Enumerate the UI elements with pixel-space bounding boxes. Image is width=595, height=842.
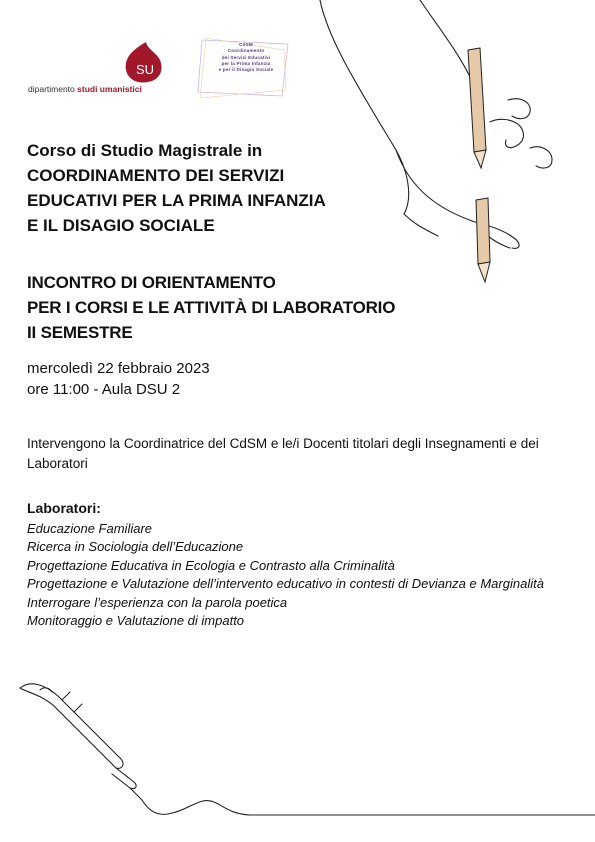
pencil-icon bbox=[468, 48, 486, 168]
cdsm-logo-text: CdSM Coordinamento dei Servizi Educativi per la Prima Infanzia e per il Disagio Sociale bbox=[218, 42, 274, 73]
labs-heading: Laboratori: bbox=[27, 500, 101, 516]
lab-item: Educazione Familiare bbox=[27, 521, 153, 536]
lab-item: Progettazione Educativa in Ecologia e Contrasto alla Criminalità bbox=[27, 557, 395, 573]
pen-icon bbox=[20, 684, 595, 815]
fountain-pen-illustration bbox=[0, 660, 595, 842]
course-title-line: E IL DISAGIO SOCIALE bbox=[27, 216, 215, 235]
event-date: mercoledì 22 febbraio 2023 bbox=[27, 360, 210, 377]
su-monogram: SU bbox=[136, 62, 155, 77]
su-flame-icon bbox=[102, 40, 166, 84]
lab-item: Interrogare l’esperienza con la parola poetica bbox=[27, 594, 288, 610]
speakers-text: Intervengono la Coordinatrice del CdSM e le/i Docenti titolari degli Insegnamenti e dei Laboratori bbox=[27, 436, 539, 471]
event-time-place: ore 11:00 - Aula DSU 2 bbox=[27, 381, 181, 398]
dsu-logo bbox=[28, 40, 155, 98]
course-title-line: Corso di Studio Magistrale in bbox=[27, 141, 263, 160]
course-title bbox=[27, 138, 387, 238]
event-title bbox=[27, 270, 447, 345]
event-title-line: PER I CORSI E LE ATTIVITÀ DI LABORATORIO bbox=[27, 298, 396, 317]
dsu-logo-text: dipartimento studi umanistici bbox=[28, 84, 142, 94]
cdsm-logo bbox=[196, 36, 292, 100]
pencil-icon bbox=[476, 198, 490, 282]
lab-item: Ricerca in Sociologia dell’Educazione bbox=[27, 539, 244, 555]
lab-item: Monitoraggio e Valutazione di impatto bbox=[27, 613, 245, 629]
event-title-line: INCONTRO DI ORIENTAMENTO bbox=[27, 273, 276, 292]
labs-list bbox=[27, 520, 572, 630]
lab-item: Progettazione e Valutazione dell’intervento educativo in contesti di Devianza e Marginalità bbox=[27, 576, 544, 592]
event-when bbox=[27, 358, 210, 400]
course-title-line: EDUCATIVI PER LA PRIMA INFANZIA bbox=[27, 191, 326, 210]
event-title-line: II SEMESTRE bbox=[27, 323, 133, 342]
course-title-line: COORDINAMENTO DEI SERVIZI bbox=[27, 166, 285, 185]
